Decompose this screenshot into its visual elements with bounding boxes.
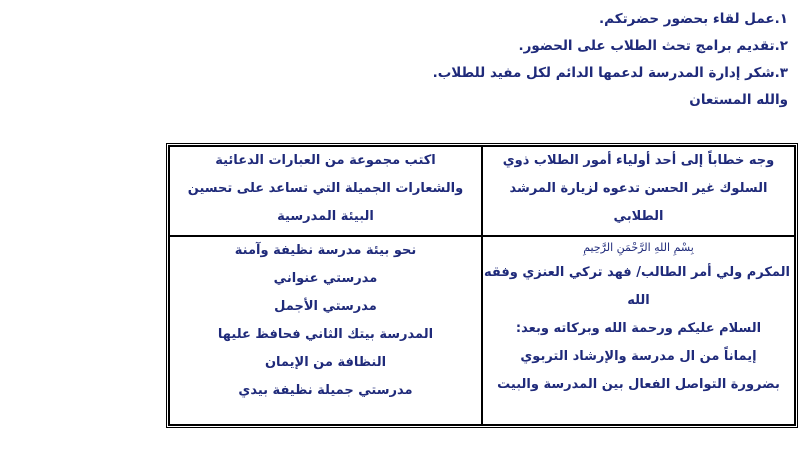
letter-task-cell [482,146,795,236]
cell-text: إيماناً من ال مدرسة والإرشاد التربوي [520,349,757,364]
letter-answer-cell [482,236,795,425]
table-row [169,236,795,425]
cell-text: السلام عليكم ورحمة الله وبركاته وبعد: [515,321,762,336]
cell-text: البيئة المدرسية [277,209,374,224]
cell-text: الطلابي [613,209,664,224]
cell-text: الله [627,293,650,308]
cell-text: بضرورة التواصل الفعال بين المدرسة والبيت [497,377,780,392]
closing-line: والله المستعان [689,92,788,108]
cell-text: وجه خطاباً إلى أحد أولياء أمور الطلاب ذوي [502,153,775,168]
intro-list [12,6,788,114]
slogan-text: مدرستي جميلة نظيفة بيدي [238,383,413,398]
slogan-text: مدرستي عنواني [273,271,378,286]
cell-text: والشعارات الجميلة التي تساعد على تحسين [187,181,464,196]
intro-line-2: ٢.تقديم برامج تحث الطلاب على الحضور. [518,38,788,54]
slogan-text: نحو بيئة مدرسة نظيفة وآمنة [234,243,417,258]
bismillah-heading: بِسْمِ اللهِ الرَّحْمَنِ الرَّحِيمِ [583,241,694,254]
slogan-text: مدرستي الأجمل [274,299,377,314]
slogans-answer-cell [169,236,482,425]
slogans-task-cell [169,146,482,236]
cell-text: المكرم ولي أمر الطالب/ فهد تركي العنزي وفقه [484,265,790,280]
cell-text: السلوك غير الحسن تدعوه لزيارة المرشد [509,181,768,196]
intro-line-3: ٣.شكر إدارة المدرسة لدعمها الدائم لكل مفيد للطلاب. [432,65,788,81]
table-row [169,146,795,236]
slogan-text: النظافة من الإيمان [264,355,387,370]
activities-table [166,143,798,428]
cell-text: اكتب مجموعة من العبارات الدعائية [215,153,436,168]
slogan-text: المدرسة بيتك الثاني فحافظ عليها [217,327,434,342]
intro-line-1: ١.عمل لقاء بحضور حضرتكم. [599,11,788,27]
